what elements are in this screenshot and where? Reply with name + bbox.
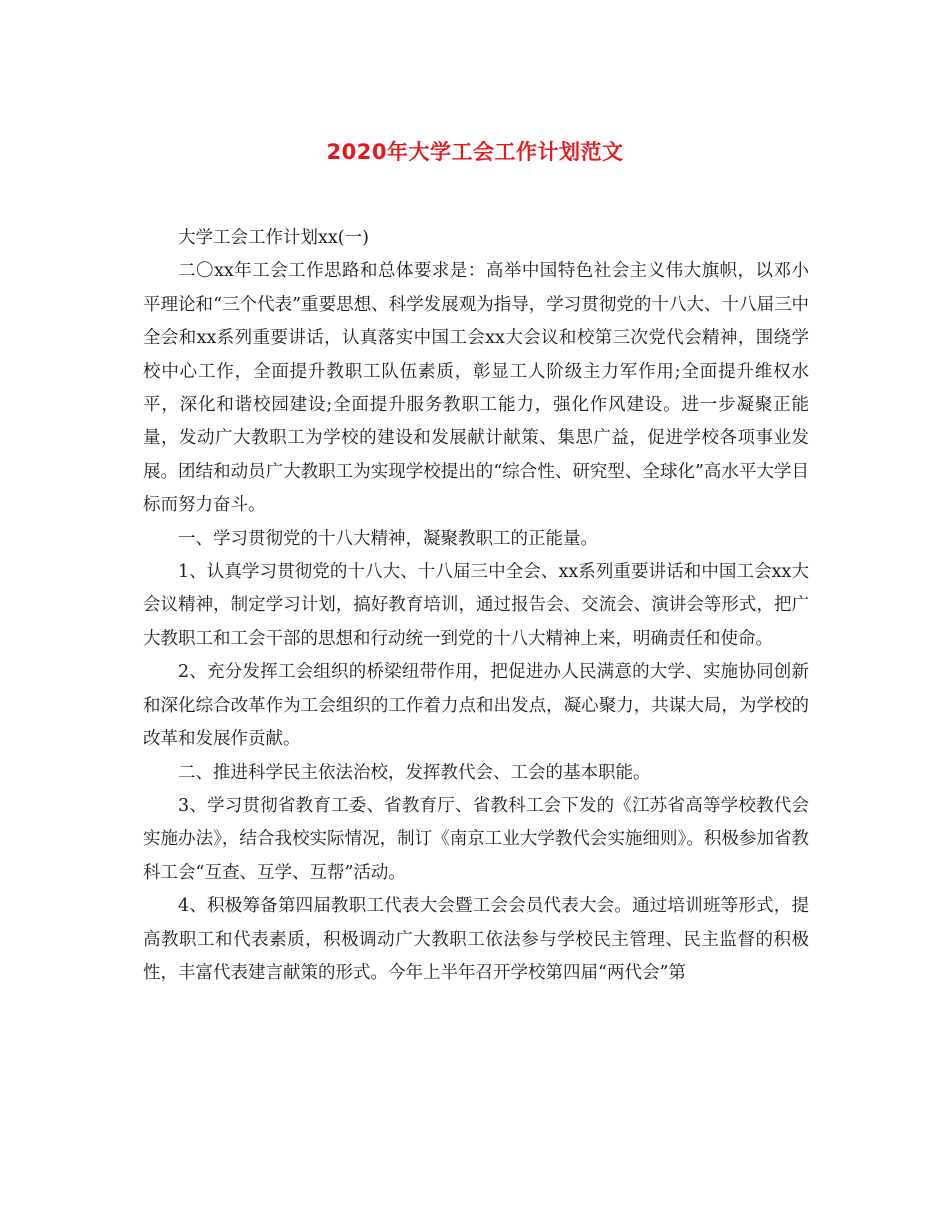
- paragraph-overview: 二〇xx年工会工作思路和总体要求是：高举中国特色社会主义伟大旗帜，以邓小平理论和“三个代表”重要思想、科学发展观为指导，学习贯彻党的十八大、十八届三中全会和xx系列重要讲话，认真落实中国工会xx大会议和校第三次党代会精神，围绕学校中心工作，全面提升教职工队伍素质，彰显工人阶级主力军作用;全面提升维权水平，深化和谐校园建设;全面提升服务教职工能力，强化作风建设。进一步凝聚正能量，发动广大教职工为学校的建设和发展献计献策、集思广益，促进学校各项事业发展。团结和动员广大教职工为实现学校提出的“综合性、研究型、全球化”高水平大学目标而努力奋斗。: [143, 261, 809, 516]
- section-heading-2: 二、推进科学民主依法治校，发挥教代会、工会的基本职能。: [178, 762, 651, 783]
- document-body: [143, 222, 809, 990]
- paragraph-item-1: 1、认真学习贯彻党的十八大、十八届三中全会、xx系列重要讲话和中国工会xx大会议精神，制定学习计划，搞好教育培训，通过报告会、交流会、演讲会等形式，把广大教职工和工会干部的思想和行动统一到党的十八大精神上来，明确责任和使命。: [143, 562, 809, 649]
- section-heading-1: 一、学习贯彻党的十八大精神，凝聚教职工的正能量。: [178, 528, 598, 549]
- document-title: 2020年大学工会工作计划范文: [326, 140, 624, 164]
- paragraph-item-3: 3、学习贯彻省教育工委、省教育厅、省教科工会下发的《江苏省高等学校教代会实施办法》，结合我校实际情况，制订《南京工业大学教代会实施细则》。积极参加省教科工会“互查、互学、互帮”活动。: [143, 795, 809, 883]
- paragraph-item-2: 2、充分发挥工会组织的桥梁纽带作用，把促进办人民满意的大学、实施协同创新和深化综合改革作为工会组织的工作着力点和出发点，凝心聚力，共谋大局，为学校的改革和发展作贡献。: [143, 662, 809, 750]
- paragraph-subtitle: 大学工会工作计划xx(一): [178, 228, 369, 248]
- paragraph-item-4: 4、积极筹备第四届教职工代表大会暨工会会员代表大会。通过培训班等形式，提高教职工和代表素质，积极调动广大教职工依法参与学校民主管理、民主监督的积极性，丰富代表建言献策的形式。今年上半年召开学校第四届“两代会”第: [143, 896, 809, 983]
